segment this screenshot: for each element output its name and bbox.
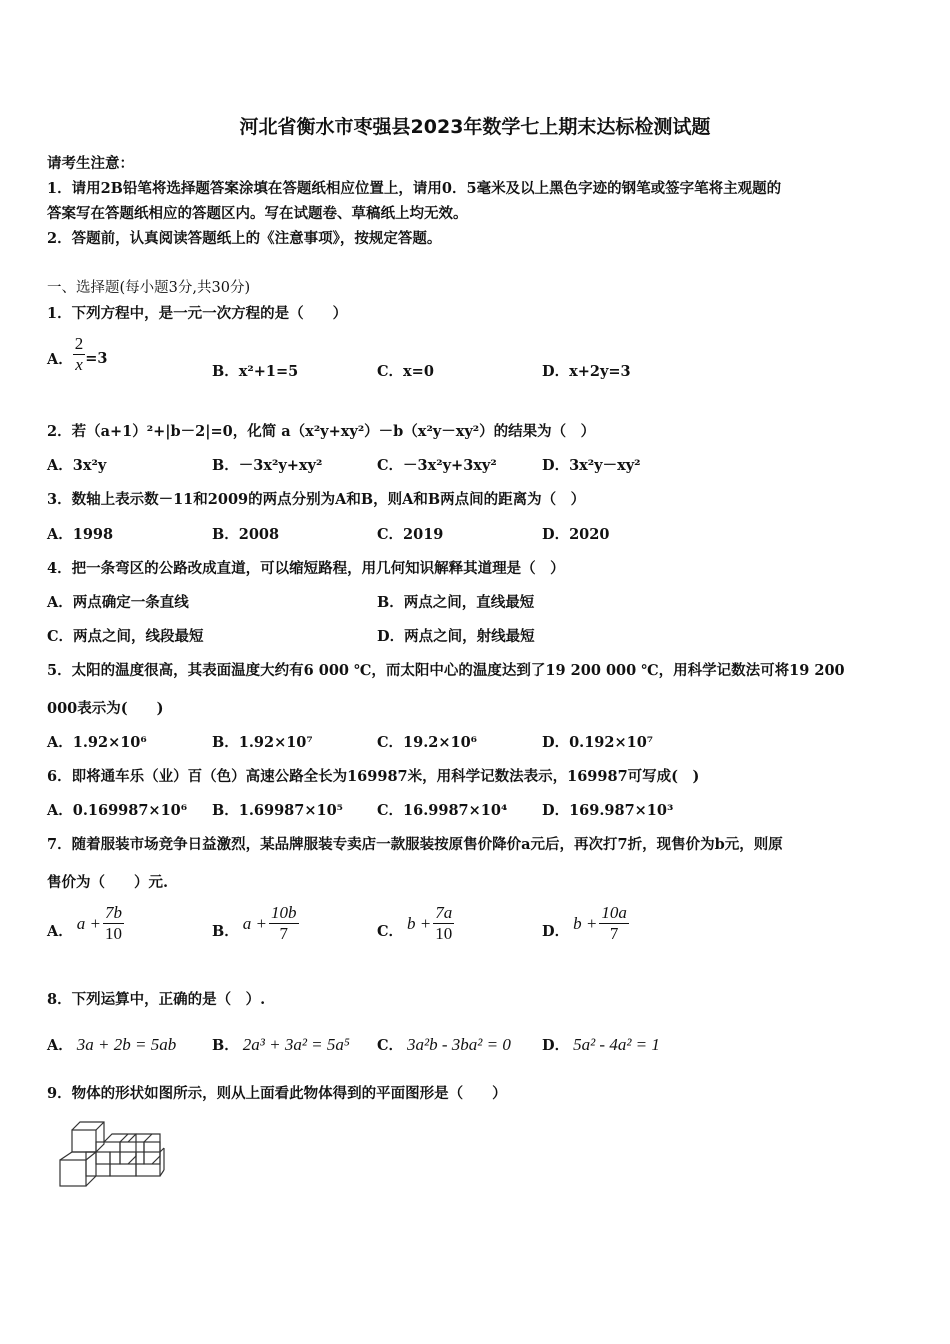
q4-option-b: B．两点之间，直线最短	[377, 594, 535, 611]
q2-option-b: B．－3x²y+xy²	[212, 457, 323, 474]
q8-d-expr: 5a² - 4a² = 1	[573, 1035, 660, 1054]
q1-option-d: D．x+2y=3	[542, 363, 631, 380]
q7-b-num: 10b	[271, 903, 297, 922]
q5-option-a: A．1.92×10⁶	[47, 734, 147, 751]
cube-back-2	[96, 1142, 120, 1164]
q2-option-a: A．3x²y	[47, 457, 107, 474]
section-heading: 一、选择题(每小题3分,共30分)	[47, 280, 251, 296]
q7-a-num: 7b	[105, 903, 122, 922]
q7-stem-line-2: 售价为（ ）元.	[47, 874, 169, 891]
q8-option-c	[377, 1022, 511, 1055]
q7-b-den: 7	[279, 924, 288, 943]
q1-option-a	[47, 334, 108, 375]
q6-option-a: A．0.169987×10⁶	[47, 802, 188, 819]
q3-option-c: C．2019	[377, 526, 444, 543]
q7-c-label: C．	[377, 923, 404, 940]
q4-option-c: C．两点之间，线段最短	[47, 628, 204, 645]
q7-a-den: 10	[105, 924, 122, 943]
q1-stem: 1．下列方程中，是一元一次方程的是（ ）	[47, 305, 348, 322]
notice-line-1b: 答案写在答题纸相应的答题区内。写在试题卷、草稿纸上均无效。	[47, 205, 468, 222]
q2-option-c: C．－3x²y+3xy²	[377, 457, 497, 474]
q8-option-b	[212, 1022, 350, 1055]
q4-option-a: A．两点确定一条直线	[47, 594, 189, 611]
q4-option-d: D．两点之间，射线最短	[377, 628, 535, 645]
page-title: 河北省衡水市枣强县2023年数学七上期末达标检测试题	[239, 116, 711, 138]
q7-c-den: 10	[435, 924, 453, 943]
q7-stem-line-1: 7．随着服装市场竞争日益激烈，某品牌服装专卖店一款服装按原售价降价a元后，再次打7折，现售价为b元，则原	[47, 836, 783, 853]
q5-option-c: C．19.2×10⁶	[377, 734, 478, 751]
notice-line-1a: 1．请用2B铅笔将选择题答案涂填在答题纸相应位置上，请用0．5毫米及以上黑色字迹的钢笔或签字笔将主观题的	[47, 180, 782, 197]
q5-stem-line-2: 000表示为( )	[47, 700, 164, 717]
q9-stem: 9．物体的形状如图所示，则从上面看此物体得到的平面图形是（ ）	[47, 1085, 507, 1102]
q7-b-label: B．	[212, 923, 239, 940]
q7-d-den: 7	[609, 924, 619, 943]
notice-heading: 请考生注意：	[47, 155, 134, 172]
q2-option-d: D．3x²y－xy²	[542, 457, 641, 474]
q7-d-pre: b +	[573, 913, 598, 933]
q8-a-label: A．	[47, 1037, 73, 1054]
q2-stem: 2．若（a+1）²+|b－2|=0，化简 a（x²y+xy²）－b（x²y－xy²）的结果为（ ）	[47, 423, 596, 440]
q8-option-a	[47, 1022, 176, 1055]
q7-c-num: 7a	[435, 903, 453, 922]
q7-option-d	[542, 903, 629, 944]
q6-option-b: B．1.69987×10⁵	[212, 802, 344, 819]
q3-option-a: A．1998	[47, 526, 114, 543]
q8-c-expr: 3a²b - 3ba² = 0	[407, 1035, 511, 1054]
q8-stem: 8．下列运算中，正确的是（ ）.	[47, 991, 266, 1008]
q7-d-num: 10a	[601, 903, 627, 922]
q1-option-c: C．x=0	[377, 363, 434, 380]
q7-option-a	[47, 903, 124, 944]
q5-stem-line-1: 5．太阳的温度很高，其表面温度大约有6 000 ℃，而太阳中心的温度达到了19 200 000 ℃，用科学记数法可将19 200	[47, 662, 845, 679]
q8-c-label: C．	[377, 1037, 404, 1054]
cube-front-1	[60, 1160, 86, 1186]
q1-a-num: 2	[74, 334, 84, 353]
cube-stack-figure	[56, 1112, 168, 1190]
q8-b-label: B．	[212, 1037, 239, 1054]
q7-a-pre: a +	[76, 913, 101, 933]
q1-a-den: x	[75, 355, 83, 374]
q7-a-label: A．	[47, 923, 73, 940]
q6-option-d: D．169.987×10³	[542, 802, 674, 819]
q1-a-label: A．	[47, 351, 73, 368]
q8-d-label: D．	[542, 1037, 570, 1054]
q5-option-b: B．1.92×10⁷	[212, 734, 313, 751]
q8-b-expr: 2a³ + 3a² = 5a⁵	[242, 1035, 350, 1054]
q7-b-pre: a +	[242, 913, 267, 933]
q3-option-b: B．2008	[212, 526, 280, 543]
q6-stem: 6．即将通车乐（业）百（色）高速公路全长为169987米，用科学记数法表示，169987可写成( )	[47, 768, 700, 785]
q7-option-c	[377, 903, 454, 944]
q7-option-b	[212, 903, 299, 944]
q8-option-d	[542, 1022, 660, 1055]
q3-stem: 3．数轴上表示数－11和2009的两点分别为A和B，则A和B两点间的距离为（ ）	[47, 491, 586, 508]
q6-option-c: C．16.9987×10⁴	[377, 802, 508, 819]
q3-option-d: D．2020	[542, 526, 610, 543]
q1-a-rest: =3	[85, 350, 108, 367]
q7-d-label: D．	[542, 923, 570, 940]
q4-stem: 4．把一条弯区的公路改成直道，可以缩短路程，用几何知识解释其道理是（ ）	[47, 560, 565, 577]
q1-option-b: B．x²+1=5	[212, 363, 299, 380]
q5-option-d: D．0.192×10⁷	[542, 734, 654, 751]
q8-a-expr: 3a + 2b = 5ab	[76, 1035, 177, 1054]
cube-top-front	[72, 1130, 96, 1152]
q7-c-pre: b +	[407, 913, 432, 933]
notice-line-2: 2．答题前，认真阅读答题纸上的《注意事项》，按规定答题。	[47, 230, 442, 247]
